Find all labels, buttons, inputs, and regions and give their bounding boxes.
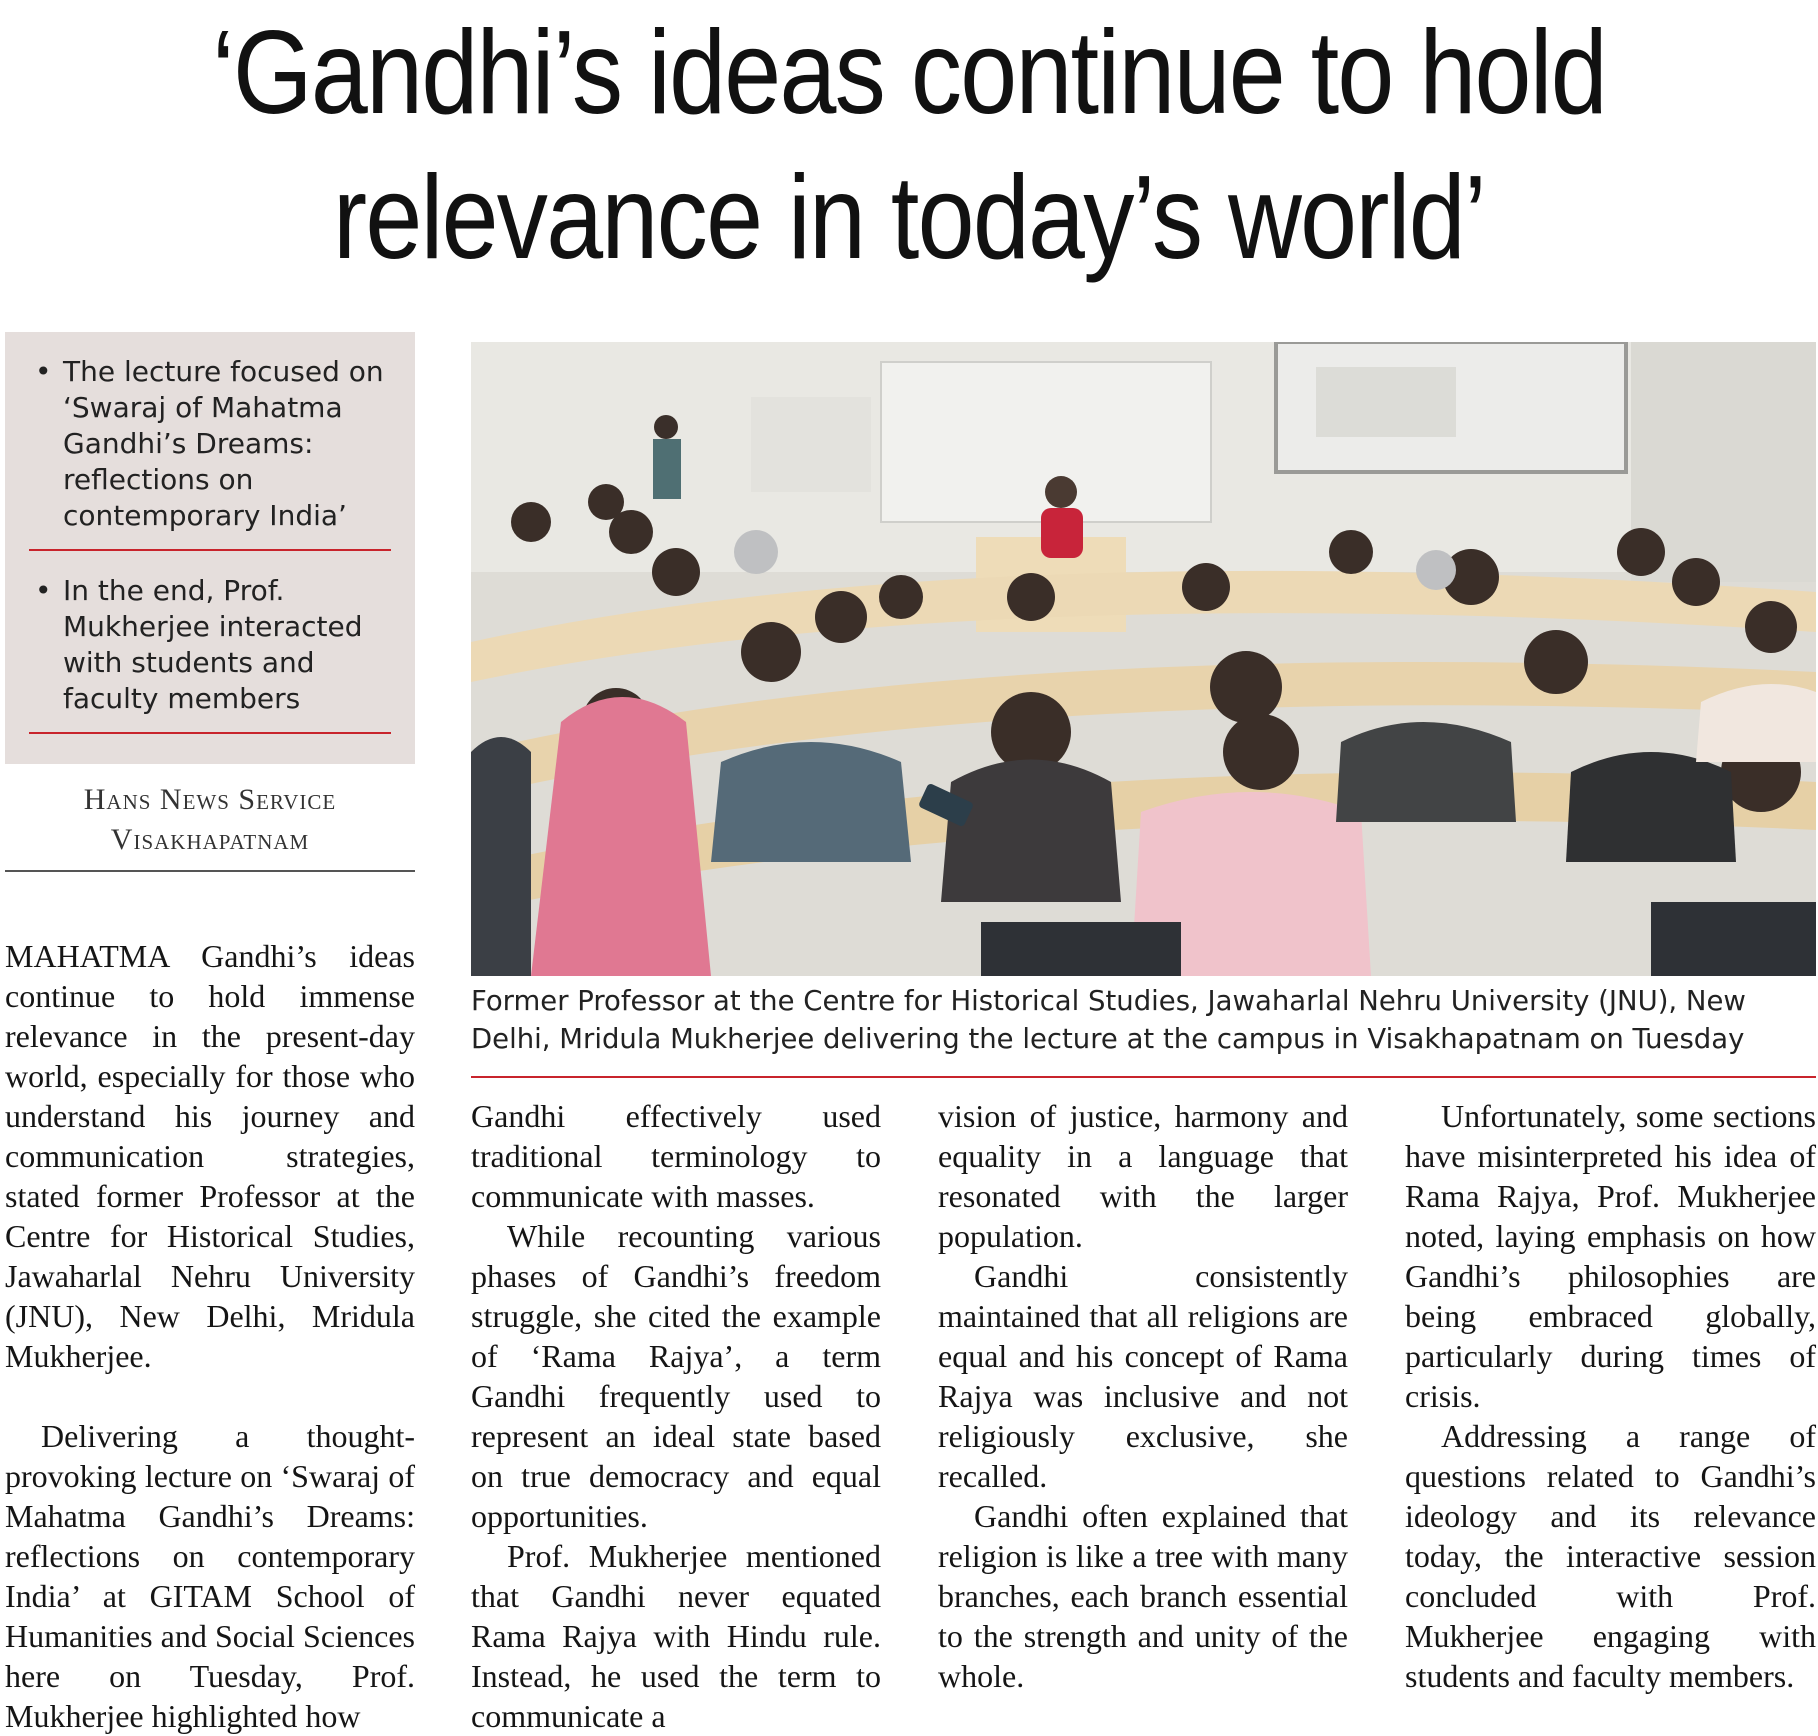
headline <box>127 0 1690 290</box>
paragraph: vision of justice, harmony and equality in a language that resonated with the larger population. <box>938 1098 1348 1254</box>
byline-location: Visakhapatnam <box>110 823 310 856</box>
highlight-text: The lecture focused on ‘Swaraj of Mahatma Gandhi’s Dreams: reflections on contemporary India’ <box>63 355 384 532</box>
paragraph: Gandhi effectively used traditional terminology to communicate with masses. <box>471 1098 881 1214</box>
article-column-2 <box>471 1096 881 1736</box>
highlight-item <box>29 573 391 734</box>
paragraph: Gandhi consistently maintained that all religions are equal and his concept of Rama Rajya was inclusive and not religiously exclusive, she recalled. <box>938 1258 1348 1494</box>
paragraph: Gandhi often explained that religion is like a tree with many branches, each branch essential to the strength and unity of the whole. <box>938 1498 1348 1694</box>
highlight-item <box>29 354 391 551</box>
paragraph: While recounting various phases of Gandhi’s freedom struggle, she cited the example of ‘Rama Rajya’, a term Gandhi frequently used to represent an ideal state based on true democracy and equal opportunities. <box>471 1218 881 1534</box>
byline <box>5 780 415 872</box>
paragraph: Prof. Mukherjee mentioned that Gandhi never equated Rama Rajya with Hindu rule. Instead, he used the term to communicate a <box>471 1538 881 1734</box>
lecture-hall-photo <box>471 342 1816 976</box>
paragraph: MAHATMA Gandhi’s ideas continue to hold immense relevance in the present-day world, especially for those who understand his journey and communication strategies, stated former Professor at the Centre for Historical Studies, Jawaharlal Nehru University (JNU), New Delhi, Mridula Mukherjee. <box>5 938 415 1374</box>
article-column-1 <box>5 936 415 1736</box>
photo-caption: Former Professor at the Centre for Historical Studies, Jawaharlal Nehru University (JNU), New Delhi, Mridula Mukherjee delivering the lecture at the campus in Visakhapatnam on Tuesday <box>471 982 1816 1078</box>
byline-agency: Hans News Service <box>83 783 337 816</box>
paragraph: Addressing a range of questions related to Gandhi’s ideology and its relevance today, the interactive session concluded with Prof. Mukherjee engaging with students and faculty members. <box>1405 1418 1816 1694</box>
highlights-box <box>5 332 415 764</box>
bullet-icon: • <box>35 574 52 607</box>
headline-line-2: relevance in today’s world’ <box>333 151 1485 284</box>
article-column-3 <box>938 1096 1348 1696</box>
highlight-text: In the end, Prof. Mukherjee interacted with students and faculty members <box>63 574 363 715</box>
bullet-icon: • <box>35 355 52 388</box>
lecture-hall-illustration <box>471 342 1816 976</box>
headline-line-1: ‘Gandhi’s ideas continue to hold <box>212 6 1606 139</box>
paragraph: Unfortunately, some sections have misinterpreted his idea of Rama Rajya, Prof. Mukherjee noted, laying emphasis on how Gandhi’s philosophies are being embraced globally, particularly during times of crisis. <box>1405 1098 1816 1414</box>
paragraph: Delivering a thought-provoking lecture on ‘Swaraj of Mahatma Gandhi’s Dreams: reflections on contemporary India’ at GITAM School of Humanities and Social Sciences here on Tuesday, Prof. Mukherjee highlighted how <box>5 1418 415 1734</box>
article-column-4 <box>1405 1096 1816 1696</box>
